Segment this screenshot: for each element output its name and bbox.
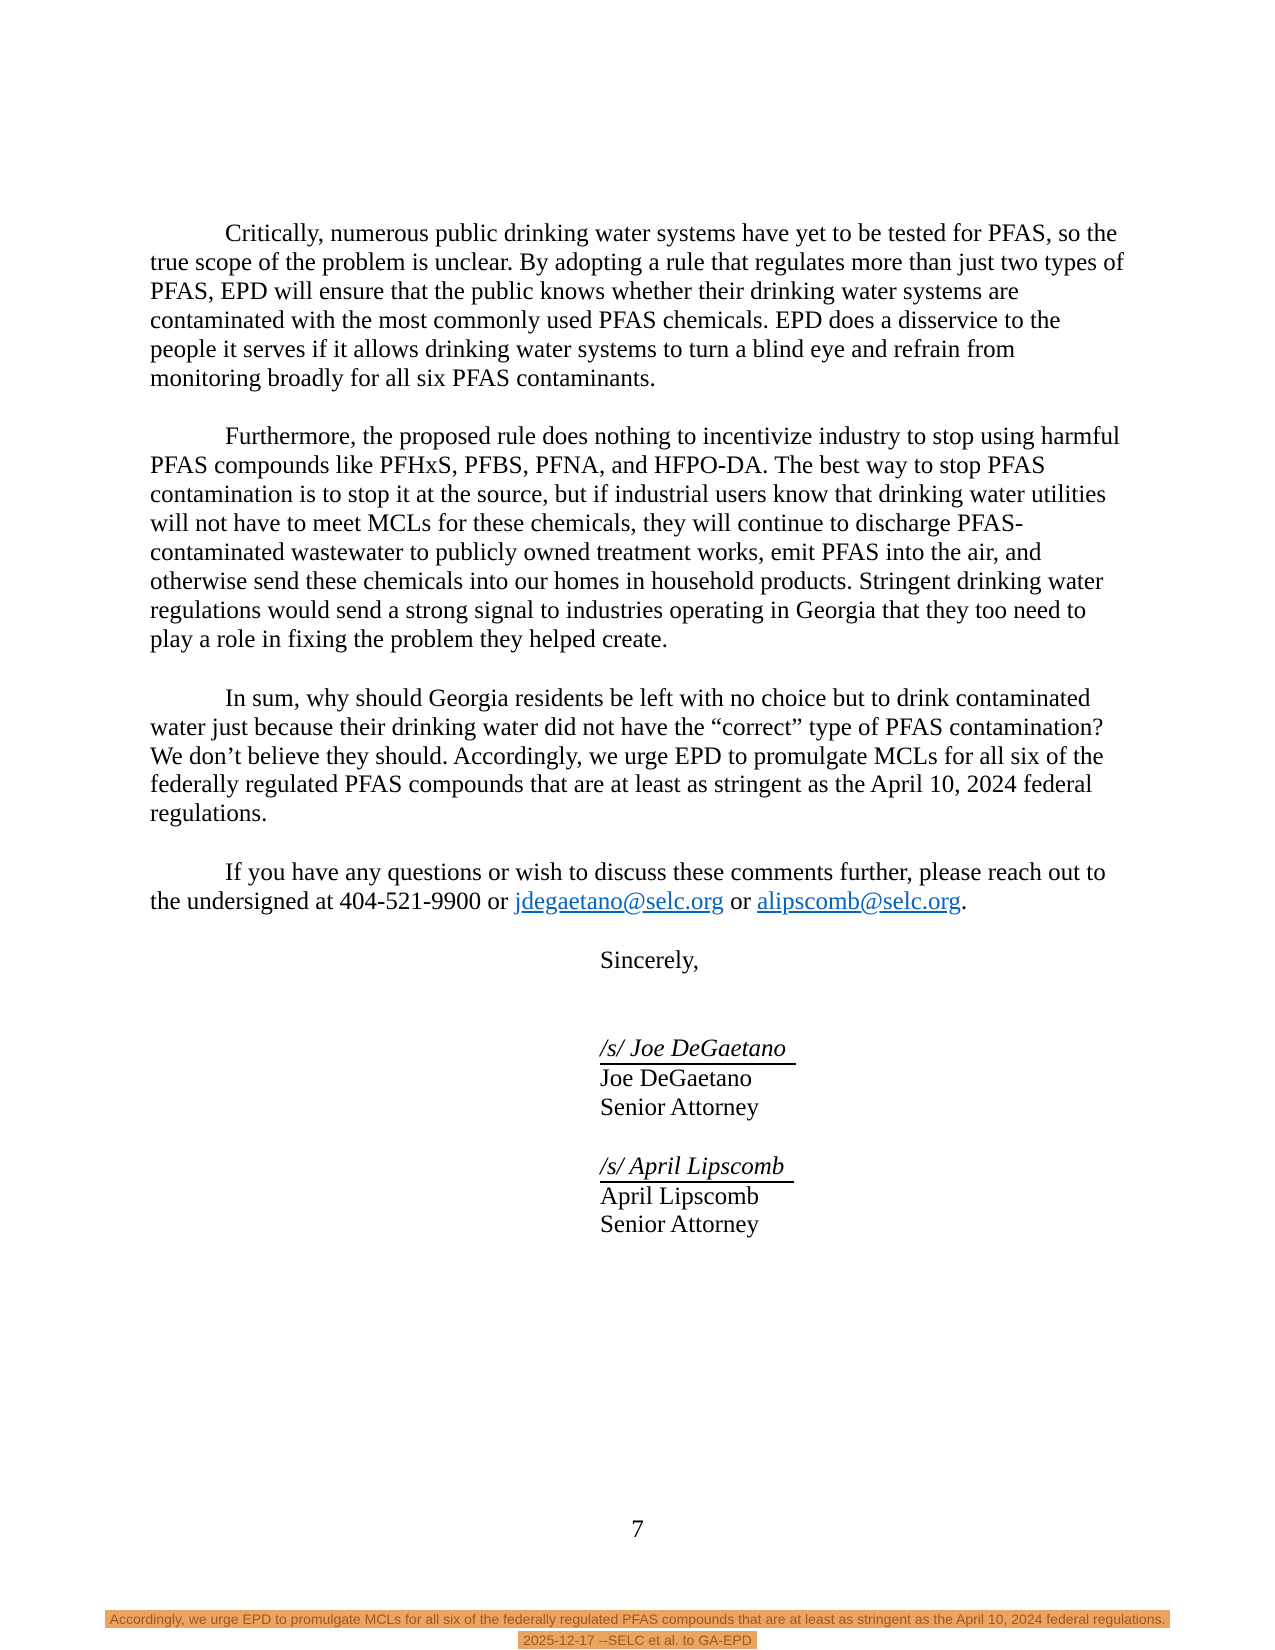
page-number: 7: [631, 1516, 644, 1543]
paragraph-testing-scope: Critically, numerous public drinking water systems have yet to be tested for PFAS, so the true scope of the problem is unclear. By adopting a rule that regulates more than just two types of PFAS, EPD will ensure that the public knows whether their drinking water systems are contaminated with the most commonly used PFAS chemicals. EPD does a disservice to the people it serves if it allows drinking water systems to turn a blind eye and refrain from monitoring broadly for all six PFAS contaminants.: [150, 220, 1125, 392]
salutation: Sincerely,: [600, 947, 700, 975]
signature-line-joe-degaetano: /s/ Joe DeGaetano: [600, 1036, 796, 1065]
email-link-jdegaetano[interactable]: jdegaetano@selc.org: [514, 888, 724, 916]
paragraph-in-sum: In sum, why should Georgia residents be left with no choice but to drink contaminated water just because their drinking water did not have the “correct” type of PFAS contamination? We don’t believe they should. Accordingly, we urge EPD to promulgate MCLs for all six of the federally regulated PFAS compounds that are at least as stringent as the April 10, 2024 federal regulations.: [150, 684, 1104, 828]
letter-body: [150, 220, 1125, 1270]
signer-name: April Lipscomb: [600, 1182, 760, 1210]
footer-highlighted-sentence: Accordingly, we urge EPD to promulgate MCLs for all six of the federally regulated PFAS compounds that are at least as stringent as the April 10, 2024 federal regulations.: [105, 1610, 1171, 1628]
footer-stamp-line: 2025-12-17 --SELC et al. to GA-EPD: [518, 1631, 757, 1649]
paragraph-incentivize-industry: Furthermore, the proposed rule does nothing to incentivize industry to stop using harmful PFAS compounds like PFHxS, PFBS, PFNA, and HFPO-DA. The best way to stop PFAS contamination is to stop it at the source, but if industrial users know that drinking water utilities will not have to meet MCLs for these chemicals, they will continue to discharge PFAS-contaminated wastewater to publicly owned treatment works, emit PFAS into the air, and otherwise send these chemicals into our homes in household products. Stringent drinking water regulations would send a strong signal to industries operating in Georgia that they too need to play a role in fixing the problem they helped create.: [150, 423, 1120, 653]
signature-block-april-lipscomb: [600, 1153, 1125, 1241]
contact-text: If you have any questions or wish to discuss these comments further, please reach out to the undersigned at 404-521-9900 or: [150, 859, 1106, 916]
signer-name: Joe DeGaetano: [600, 1064, 753, 1092]
contact-period: .: [960, 888, 968, 916]
document-stamp-footer: [0, 1610, 1275, 1650]
signature-block-joe-degaetano: [600, 1035, 1125, 1123]
closing-block: [600, 947, 1125, 1240]
paragraph-contact: [150, 859, 1125, 917]
signer-title: Senior Attorney: [600, 1211, 760, 1239]
signature-line-april-lipscomb: /s/ April Lipscomb: [600, 1154, 794, 1183]
contact-separator: or: [723, 888, 758, 916]
email-link-alipscomb[interactable]: alipscomb@selc.org: [757, 888, 961, 916]
signer-title: Senior Attorney: [600, 1093, 760, 1121]
